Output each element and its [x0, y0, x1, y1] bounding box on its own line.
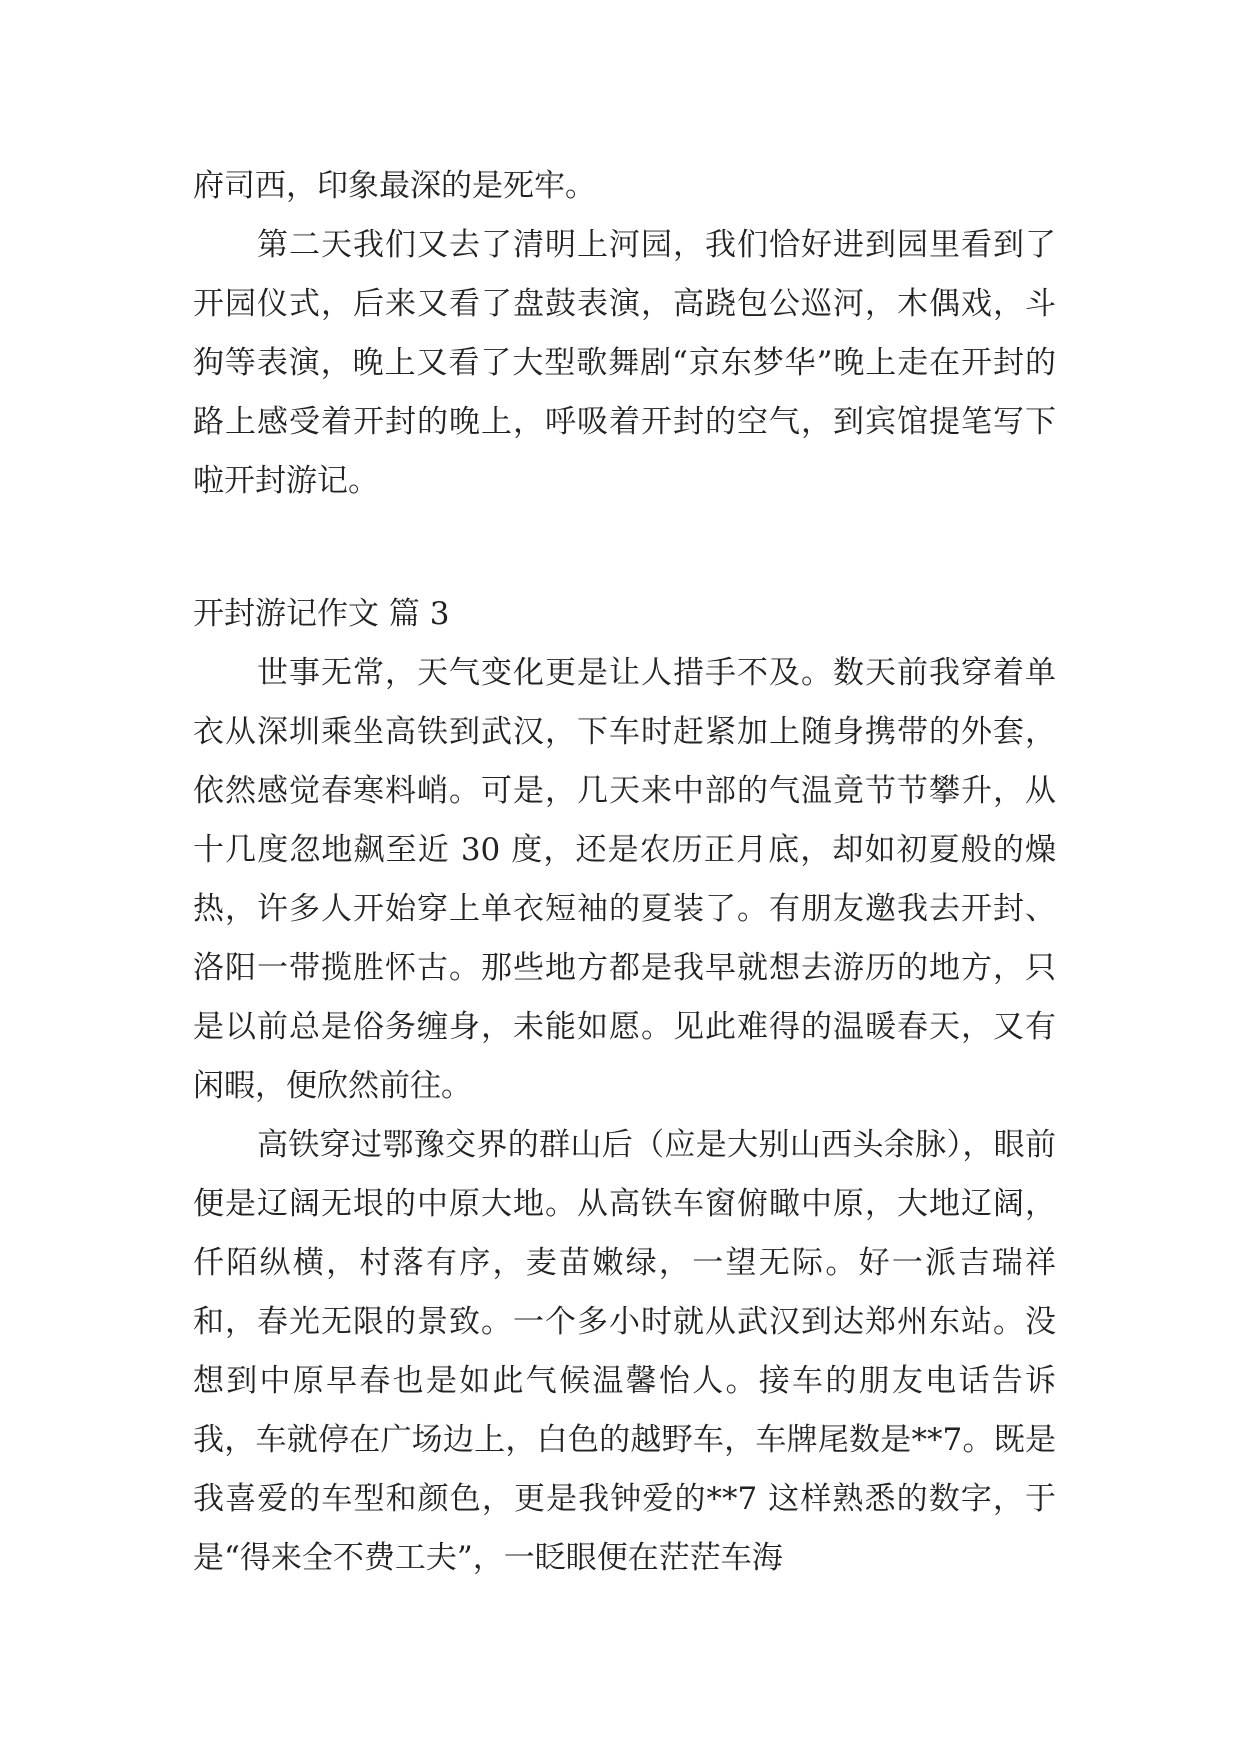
document-body [193, 157, 1056, 1588]
section-heading: 开封游记作文 篇 3 [193, 596, 450, 632]
paragraph-high-speed-rail: 高铁穿过鄂豫交界的群山后（应是大别山西头余脉），眼前便是辽阔无垠的中原大地。从高铁车窗俯瞰中原，大地辽阔，仟陌纵横，村落有序，麦苗嫩绿，一望无际。好一派吉瑞祥和，春光无限的景致。一个多小时就从武汉到达郑州东站。没想到中原早春也是如此气候温馨怡人。接车的朋友电话告诉我，车就停在广场边上，白色的越野车，车牌尾数是**7。既是我喜爱的车型和颜色，更是我钟爱的**7 这样熟悉的数字，于是“得来全不费工夫”，一眨眼便在茫茫车海 [193, 1127, 1056, 1576]
paragraph-qingming-park: 第二天我们又去了清明上河园，我们恰好进到园里看到了开园仪式，后来又看了盘鼓表演，高跷包公巡河，木偶戏，斗狗等表演，晚上又看了大型歌舞剧“京东梦华”晚上走在开封的路上感受着开封的晚上，呼吸着开封的空气，到宾馆提笔写下啦开封游记。 [193, 227, 1056, 499]
paragraph-continuation: 府司西，印象最深的是死牢。 [193, 168, 596, 204]
paragraph-weather: 世事无常，天气变化更是让人措手不及。数天前我穿着单衣从深圳乘坐高铁到武汉，下车时赶紧加上随身携带的外套，依然感觉春寒料峭。可是，几天来中部的气温竟节节攀升，从十几度忽地飙至近 30 度，还是农历正月底，却如初夏般的燥热，许多人开始穿上单衣短袖的夏装了。有朋友邀我去开封、洛阳一带揽胜怀古。那些地方都是我早就想去游历的地方，只是以前总是俗务缠身，未能如愿。见此难得的温暖春天，又有闲暇，便欣然前往。 [193, 655, 1056, 1104]
